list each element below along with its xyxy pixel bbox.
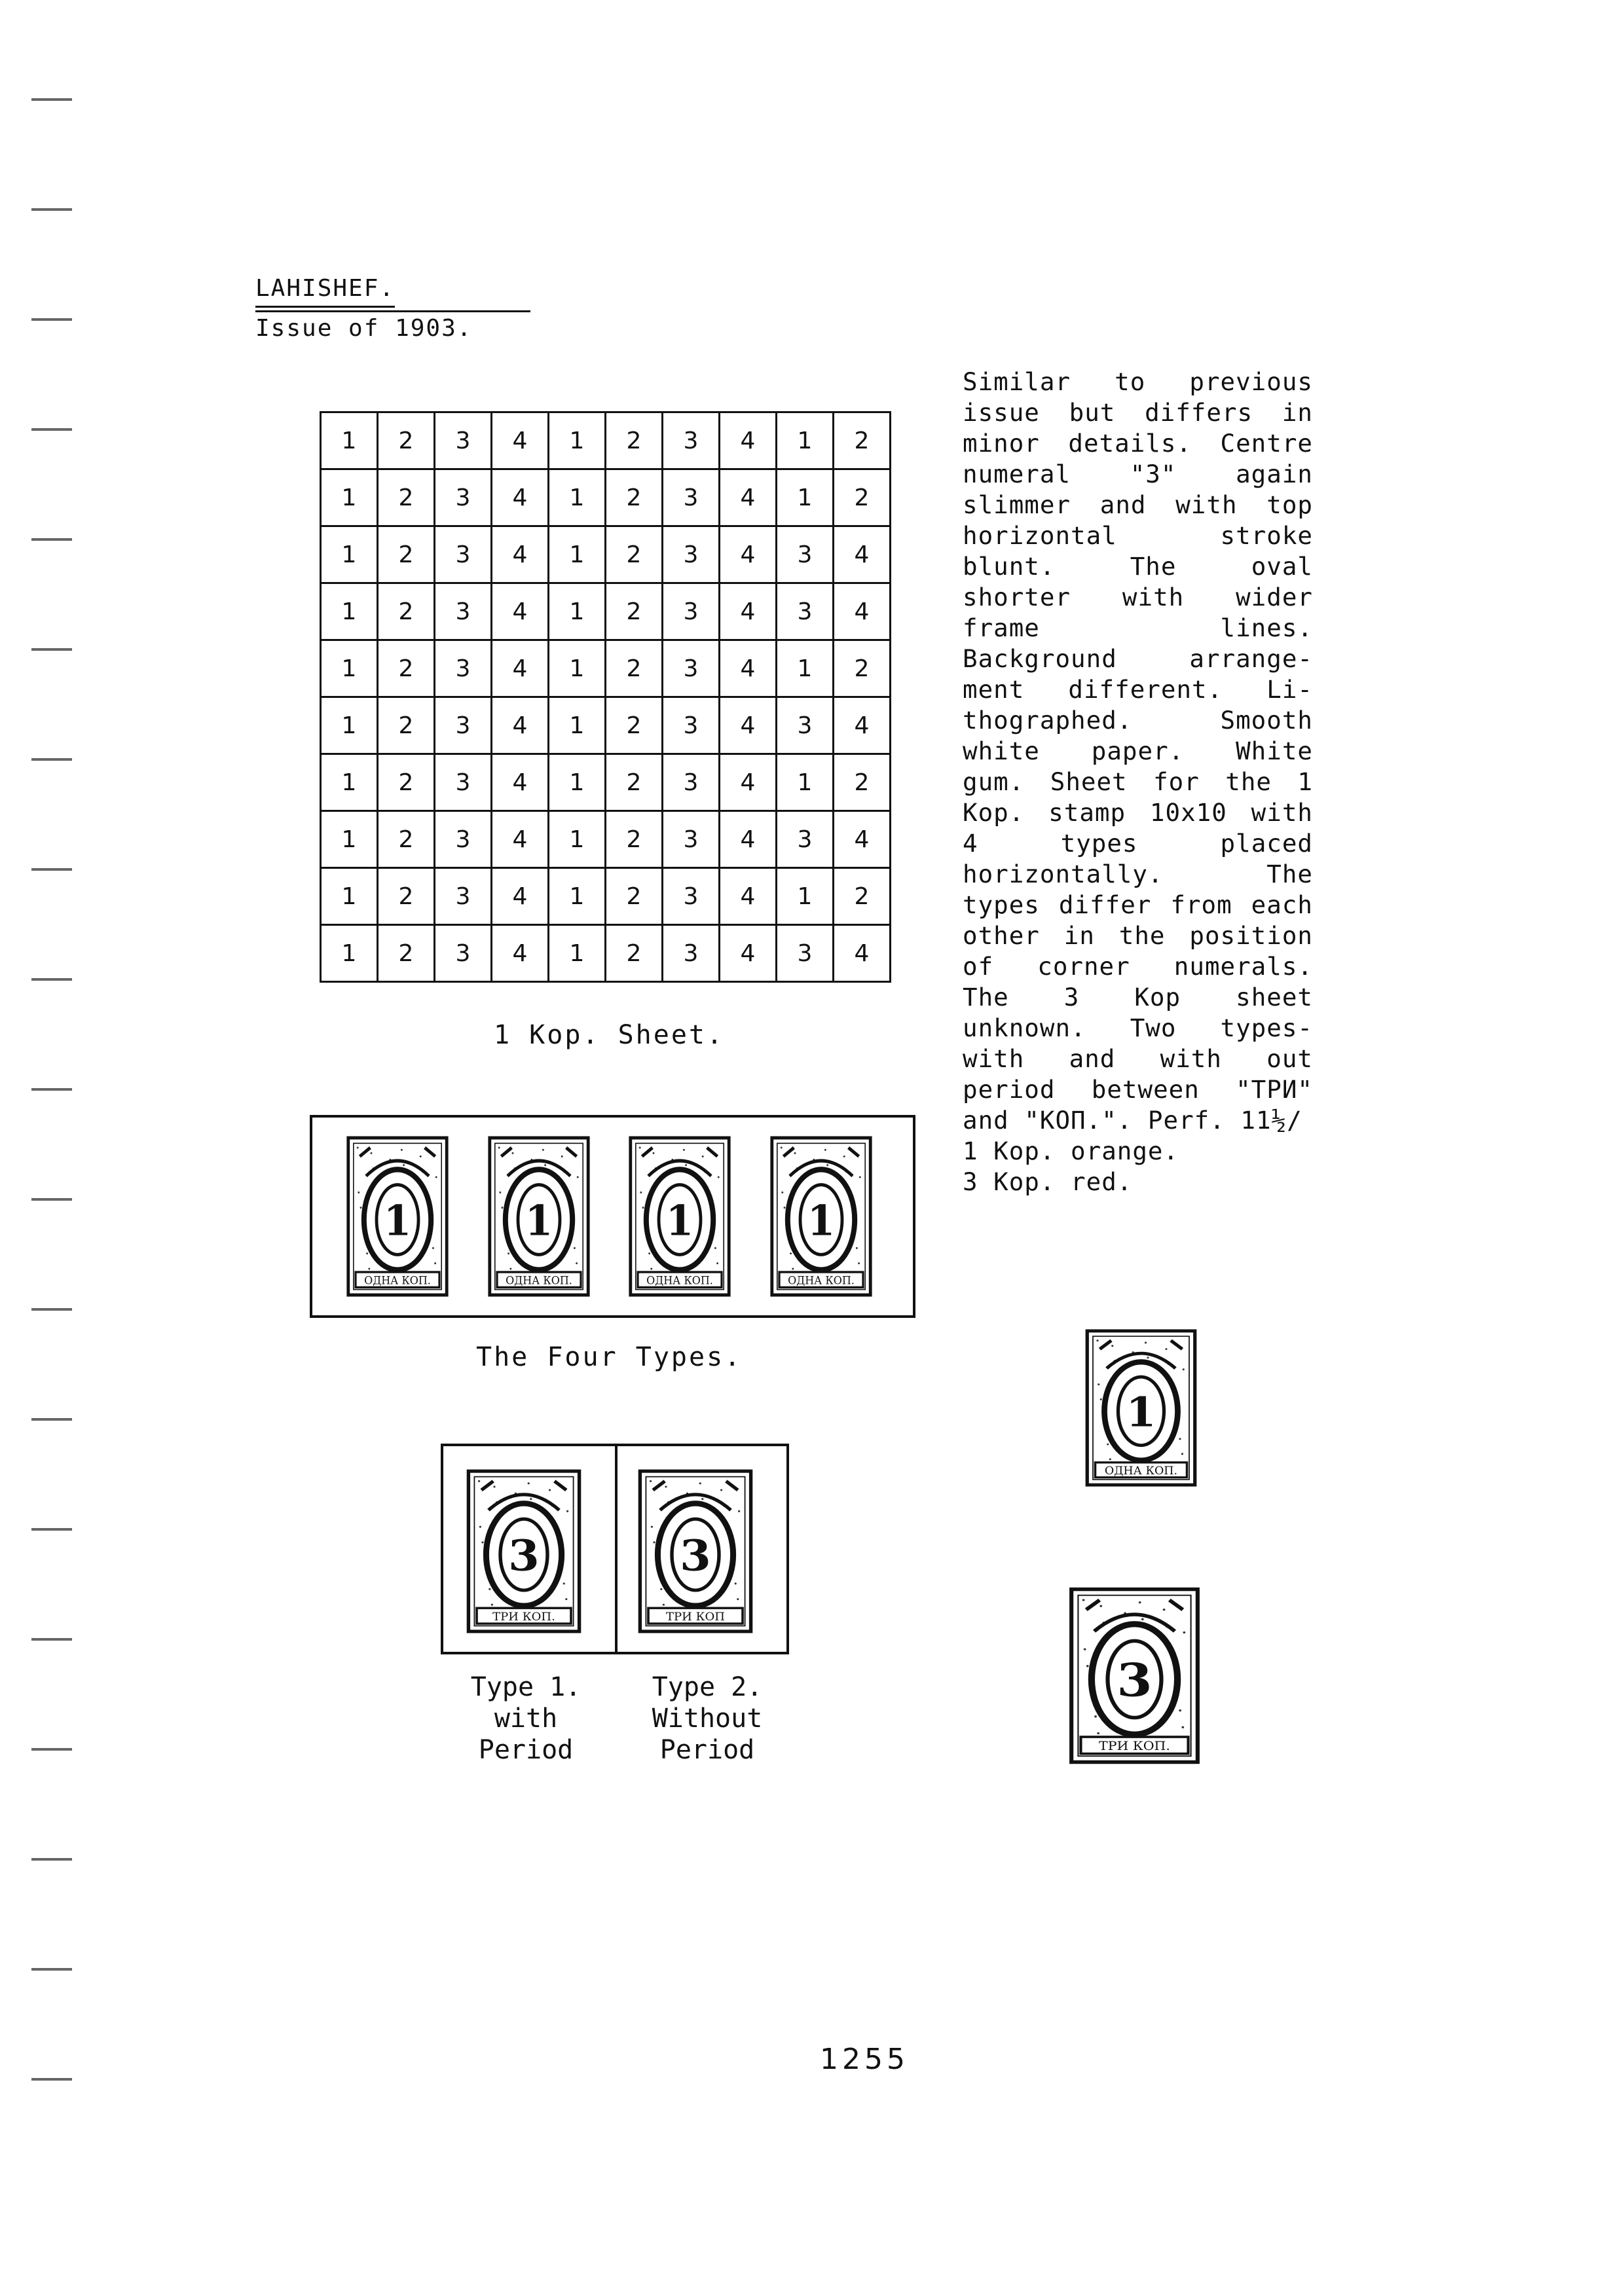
- stamp-image: [1067, 1586, 1202, 1766]
- stamp-type-2: [487, 1135, 591, 1298]
- type-2-label: Type 2. Without Period: [652, 1672, 763, 1765]
- stamp-legend: ТРИ КОП.: [492, 1611, 555, 1624]
- sheet-cell: 2: [834, 868, 891, 925]
- sheet-cell: 4: [492, 754, 549, 811]
- stamp-numeral: 1: [665, 1196, 694, 1245]
- sheet-cell: 3: [777, 697, 834, 754]
- stamp-image: [345, 1135, 450, 1298]
- sheet-cell: 4: [492, 469, 549, 526]
- binding-mark: [31, 1748, 72, 1751]
- sheet-cell: 1: [549, 583, 606, 640]
- sheet-cell: 4: [492, 868, 549, 925]
- sheet-cell: 2: [378, 697, 435, 754]
- binding-hole-marks: [31, 98, 77, 2193]
- sheet-cell: 1: [777, 754, 834, 811]
- binding-mark: [31, 1638, 72, 1641]
- stamp-numeral: 3: [680, 1531, 711, 1580]
- sheet-cell: 3: [435, 925, 492, 982]
- binding-mark: [31, 978, 72, 981]
- sheet-cell: 2: [378, 868, 435, 925]
- sheet-cell: 2: [378, 469, 435, 526]
- sheet-cell: 1: [549, 469, 606, 526]
- sheet-cell: 3: [777, 583, 834, 640]
- binding-mark: [31, 428, 72, 431]
- stamp-numeral: 3: [508, 1531, 540, 1580]
- frame-divider: [615, 1446, 618, 1652]
- binding-mark: [31, 1968, 72, 1971]
- stamp-numeral: 1: [525, 1196, 553, 1245]
- sheet-cell: 2: [378, 925, 435, 982]
- sheet-cell: 3: [777, 925, 834, 982]
- stamp-numeral: 3: [1116, 1654, 1153, 1707]
- sheet-cell: 2: [378, 526, 435, 583]
- sheet-cell: 4: [492, 640, 549, 697]
- sheet-cell: 1: [777, 640, 834, 697]
- sheet-cell: 1: [321, 412, 378, 469]
- sheet-cell: 4: [720, 526, 777, 583]
- stamp-single-3kop: [1067, 1586, 1202, 1766]
- sheet-cell: 1: [549, 925, 606, 982]
- sheet-cell: 2: [378, 583, 435, 640]
- binding-mark: [31, 1528, 72, 1531]
- sheet-cell: 3: [663, 640, 720, 697]
- sheet-cell: 2: [834, 754, 891, 811]
- sheet-row: [321, 754, 891, 811]
- sheet-cell: 1: [321, 697, 378, 754]
- sheet-cell: 4: [720, 868, 777, 925]
- binding-mark: [31, 208, 72, 211]
- sheet-cell: 2: [378, 754, 435, 811]
- sheet-cell: 1: [777, 469, 834, 526]
- sheet-cell: 4: [834, 583, 891, 640]
- sheet-cell: 4: [834, 526, 891, 583]
- sheet-cell: 2: [606, 868, 663, 925]
- sheet-cell: 4: [492, 526, 549, 583]
- stamp-legend: ОДНА КОП.: [364, 1274, 431, 1287]
- sheet-cell: 2: [606, 526, 663, 583]
- sheet-cell: 3: [777, 526, 834, 583]
- sheet-cell: 3: [435, 754, 492, 811]
- stamp-legend: ТРИ КОП: [666, 1611, 725, 1624]
- sheet-cell: 3: [663, 868, 720, 925]
- sheet-cell: 1: [549, 754, 606, 811]
- sheet-cell: 1: [777, 412, 834, 469]
- sheet-cell: 3: [663, 925, 720, 982]
- stamp-image: [627, 1135, 732, 1298]
- stamp-type-3: [627, 1135, 732, 1298]
- sheet-cell: 2: [834, 469, 891, 526]
- page-subtitle: Issue of 1903.: [255, 310, 530, 344]
- binding-mark: [31, 1308, 72, 1311]
- sheet-cell: 1: [321, 640, 378, 697]
- sheet-row: [321, 868, 891, 925]
- sheet-cell: 2: [378, 412, 435, 469]
- sheet-cell: 4: [492, 412, 549, 469]
- stamp-single-1kop: [1084, 1328, 1198, 1488]
- sheet-caption: 1 Kop. Sheet.: [494, 1020, 725, 1050]
- sheet-cell: 2: [606, 697, 663, 754]
- sheet-cell: 1: [321, 925, 378, 982]
- four-types-caption: The Four Types.: [476, 1342, 743, 1372]
- sheet-cell: 3: [777, 811, 834, 868]
- stamp-legend: ОДНА КОП.: [646, 1274, 713, 1287]
- stamp-legend: ОДНА КОП.: [1104, 1464, 1178, 1477]
- stamp-3kop-type-1: [465, 1468, 583, 1635]
- sheet-row: [321, 526, 891, 583]
- sheet-cell: 2: [606, 811, 663, 868]
- sheet-cell: 3: [663, 412, 720, 469]
- stamp-type-4: [769, 1135, 874, 1298]
- stamp-numeral: 1: [383, 1196, 412, 1245]
- sheet-cell: 4: [720, 811, 777, 868]
- binding-mark: [31, 538, 72, 541]
- sheet-row: [321, 583, 891, 640]
- sheet-row: [321, 469, 891, 526]
- sheet-cell: 1: [321, 754, 378, 811]
- page-number: 1255: [820, 2043, 909, 2076]
- sheet-row: [321, 811, 891, 868]
- sheet-cell: 4: [720, 754, 777, 811]
- sheet-cell: 4: [834, 811, 891, 868]
- sheet-cell: 1: [549, 811, 606, 868]
- sheet-cell: 2: [378, 811, 435, 868]
- sheet-cell: 2: [834, 412, 891, 469]
- sheet-cell: 2: [606, 412, 663, 469]
- stamp-image: [1084, 1328, 1198, 1488]
- binding-mark: [31, 98, 72, 101]
- sheet-cell: 3: [663, 811, 720, 868]
- stamp-legend: ОДНА КОП.: [506, 1274, 572, 1287]
- sheet-cell: 3: [663, 697, 720, 754]
- sheet-cell: 2: [834, 640, 891, 697]
- sheet-cell: 4: [492, 925, 549, 982]
- binding-mark: [31, 1088, 72, 1091]
- sheet-cell: 1: [549, 868, 606, 925]
- stamp-numeral: 1: [807, 1196, 836, 1245]
- sheet-cell: 3: [663, 583, 720, 640]
- sheet-cell: 3: [435, 526, 492, 583]
- binding-mark: [31, 2078, 72, 2081]
- stamp-image: [465, 1468, 583, 1635]
- sheet-cell: 4: [492, 583, 549, 640]
- sheet-cell: 1: [777, 868, 834, 925]
- sheet-cell: 4: [720, 412, 777, 469]
- sheet-cell: 1: [321, 583, 378, 640]
- sheet-row: [321, 640, 891, 697]
- sheet-cell: 1: [321, 811, 378, 868]
- binding-mark: [31, 318, 72, 321]
- binding-mark: [31, 758, 72, 761]
- sheet-cell: 3: [435, 583, 492, 640]
- stamp-image: [769, 1135, 874, 1298]
- sheet-cell: 2: [606, 583, 663, 640]
- binding-mark: [31, 648, 72, 651]
- sheet-cell: 3: [663, 754, 720, 811]
- header: [255, 274, 530, 344]
- sheet-cell: 4: [834, 925, 891, 982]
- stamp-image: [487, 1135, 591, 1298]
- sheet-cell: 3: [435, 469, 492, 526]
- sheet-cell: 3: [435, 697, 492, 754]
- binding-mark: [31, 1858, 72, 1861]
- binding-mark: [31, 1418, 72, 1421]
- sheet-cell: 3: [435, 640, 492, 697]
- sheet-cell: 3: [435, 412, 492, 469]
- stamp-legend: ОДНА КОП.: [788, 1274, 855, 1287]
- sheet-cell: 3: [663, 526, 720, 583]
- sheet-cell: 1: [321, 868, 378, 925]
- price-3-kop: 3 Kop. red.: [963, 1167, 1133, 1196]
- sheet-cell: 4: [720, 697, 777, 754]
- sheet-cell: 3: [435, 868, 492, 925]
- sheet-cell: 4: [720, 583, 777, 640]
- stamp-sheet-grid: [320, 411, 891, 983]
- sheet-cell: 1: [549, 640, 606, 697]
- sheet-row: [321, 925, 891, 982]
- type-1-label: Type 1. with Period: [470, 1672, 581, 1765]
- stamp-image: [637, 1468, 754, 1635]
- sheet-cell: 2: [378, 640, 435, 697]
- sheet-cell: 1: [321, 469, 378, 526]
- sheet-row: [321, 412, 891, 469]
- binding-mark: [31, 1198, 72, 1201]
- sheet-cell: 1: [549, 697, 606, 754]
- sheet-cell: 3: [663, 469, 720, 526]
- sheet-cell: 4: [720, 640, 777, 697]
- binding-mark: [31, 868, 72, 871]
- price-1-kop: 1 Kop. orange.: [963, 1137, 1179, 1165]
- sheet-cell: 1: [549, 412, 606, 469]
- description-body: Similar to previous issue but differs in minor details. Centre numeral "3" again slimmer and with top horizontal stroke blunt. The oval shorter with wider frame lines. Background arrange-ment different. Li-thographed. Smooth white paper. White gum. Sheet for the 1 Kop. stamp 10x10 with 4 types placed horizontally. The types differ from each other in the position of corner numerals. The 3 Kop sheet unknown. Two types-with and with out period between "ТРИ" and "КОП.". Perf. 11½/: [963, 367, 1313, 1135]
- sheet-cell: 1: [321, 526, 378, 583]
- sheet-cell: 4: [834, 697, 891, 754]
- sheet-cell: 2: [606, 754, 663, 811]
- sheet-cell: 4: [492, 811, 549, 868]
- sheet-cell: 3: [435, 811, 492, 868]
- sheet-cell: 4: [492, 697, 549, 754]
- stamp-3kop-type-2: [637, 1468, 754, 1635]
- sheet-cell: 2: [606, 469, 663, 526]
- sheet-row: [321, 697, 891, 754]
- stamp-legend: ТРИ КОП.: [1099, 1739, 1170, 1753]
- sheet-cell: 4: [720, 925, 777, 982]
- sheet-cell: 2: [606, 925, 663, 982]
- description: [963, 367, 1313, 1197]
- sheet-cell: 2: [606, 640, 663, 697]
- page-title: LAHISHEF.: [255, 274, 395, 308]
- sheet-cell: 1: [549, 526, 606, 583]
- stamp-numeral: 1: [1126, 1389, 1156, 1436]
- sheet-cell: 4: [720, 469, 777, 526]
- stamp-type-1: [345, 1135, 450, 1298]
